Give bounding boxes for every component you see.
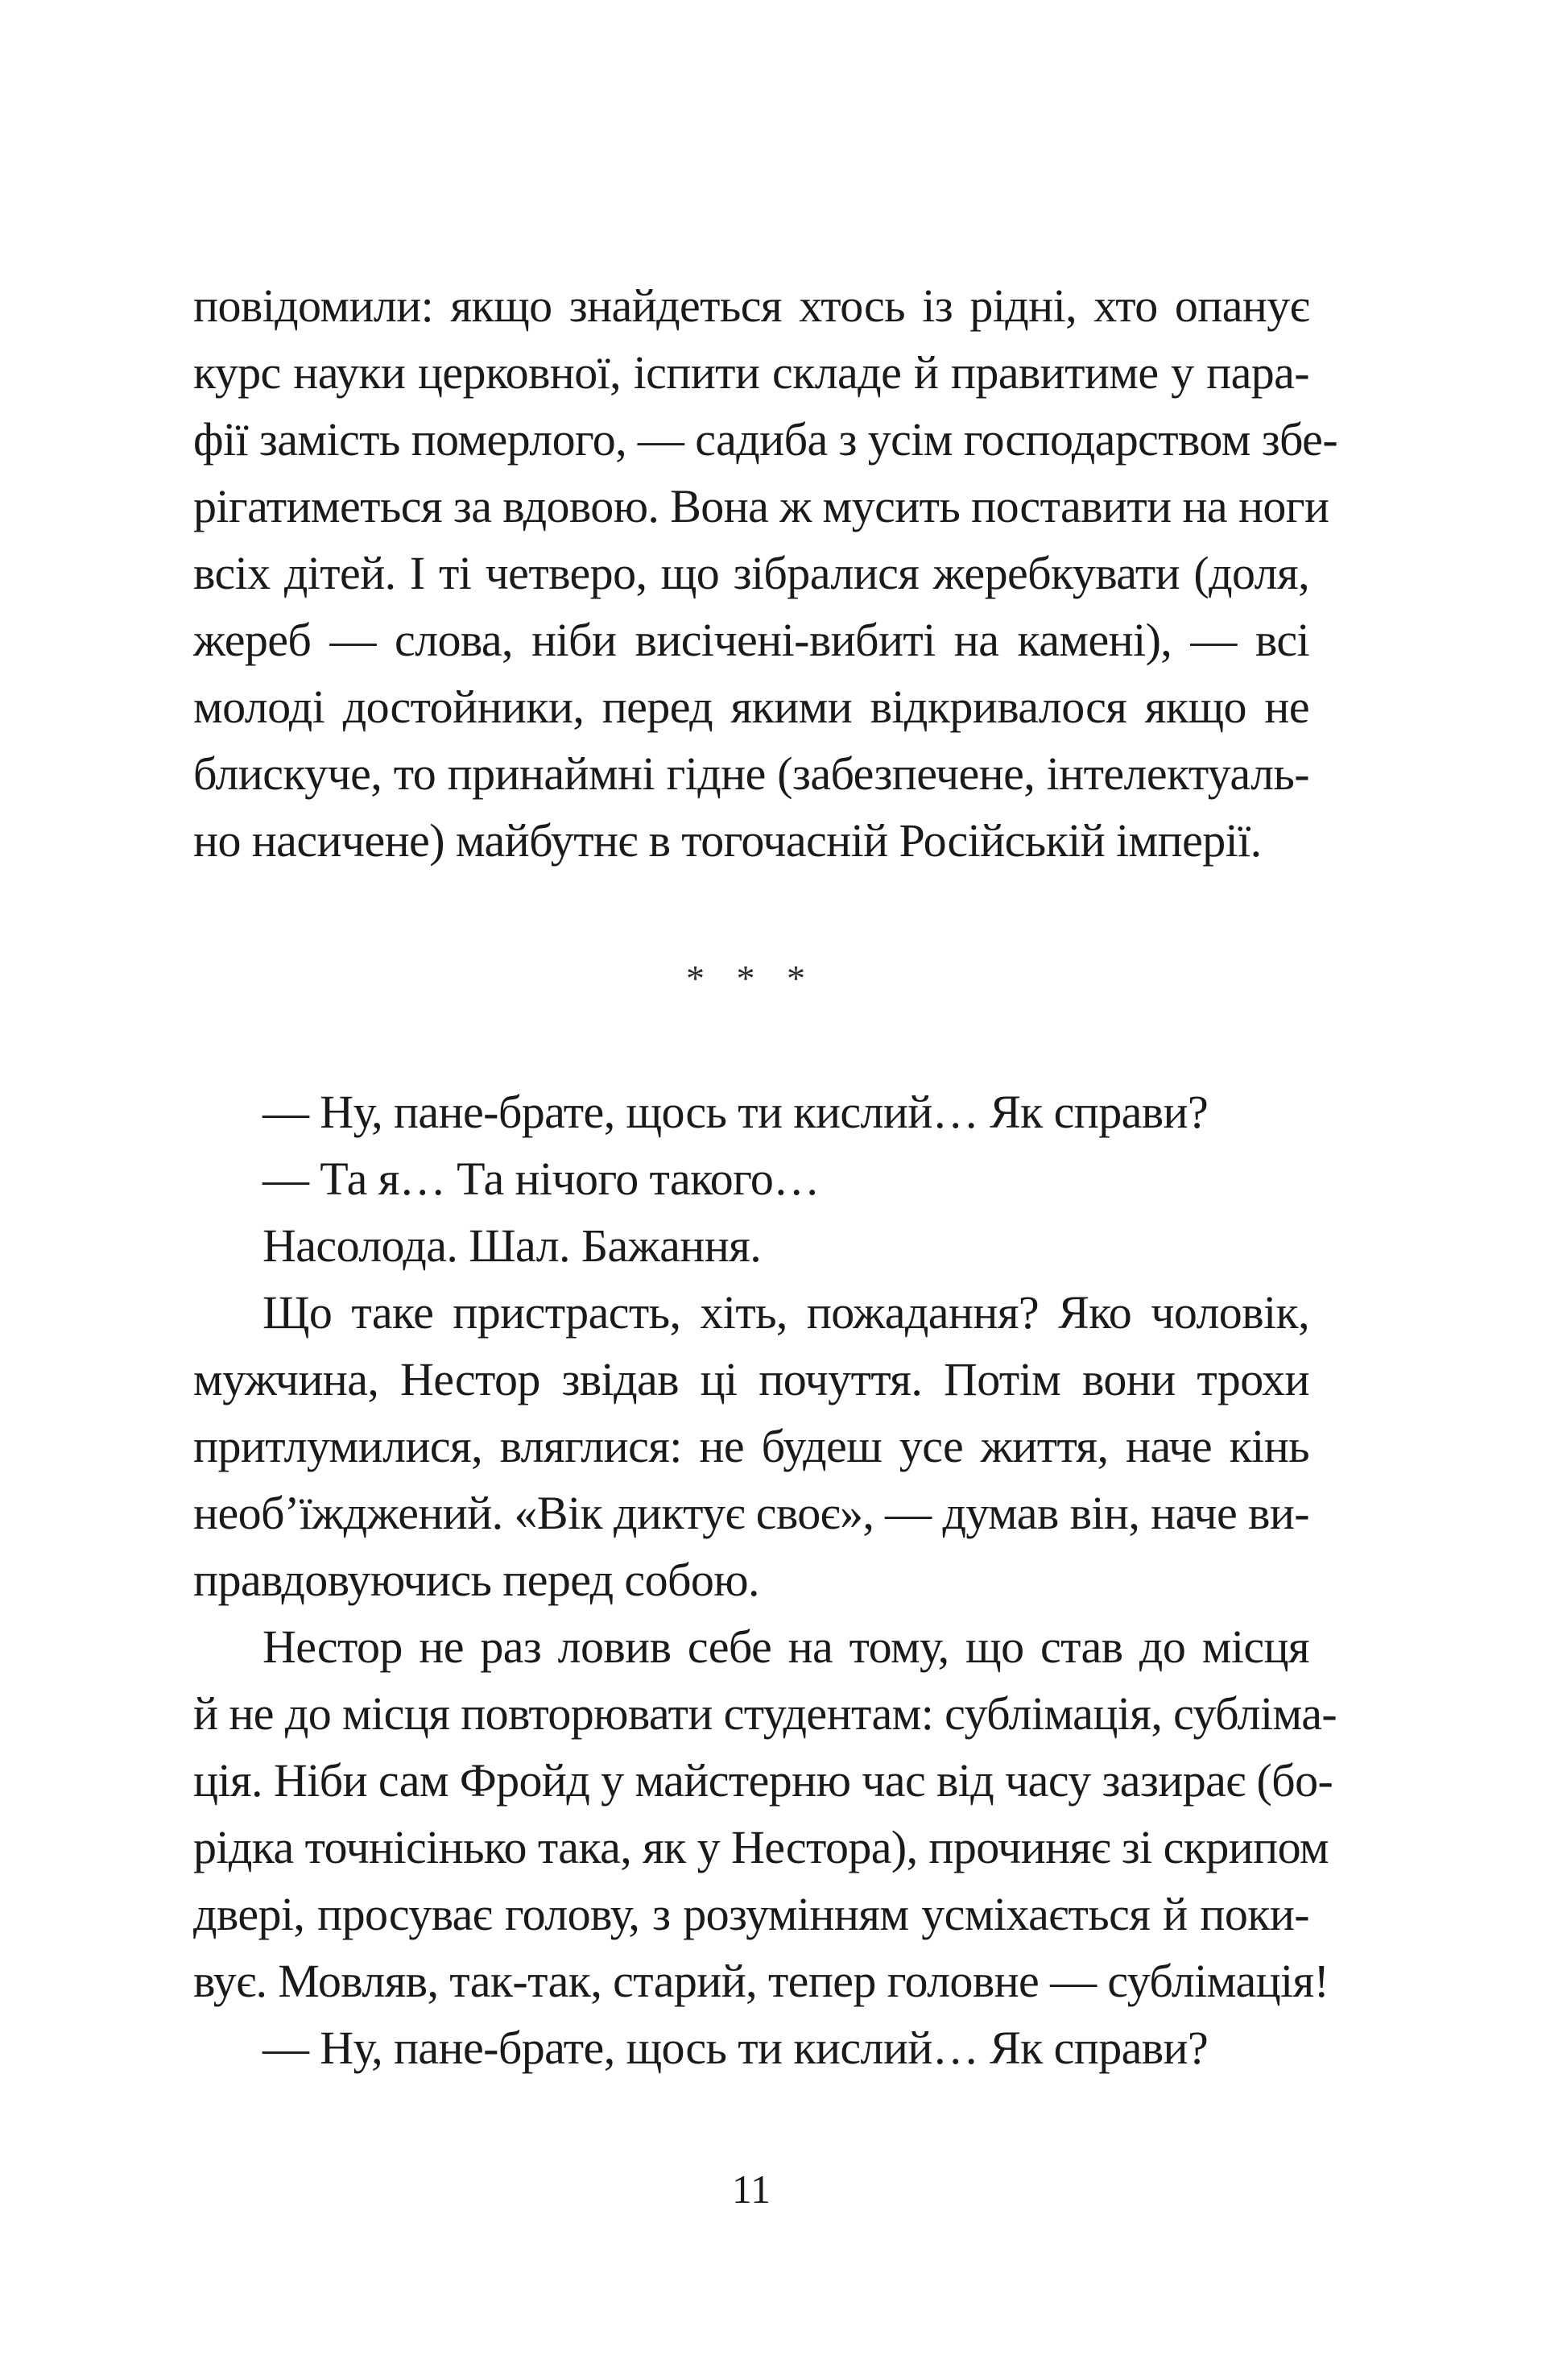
text-line: необ’їжджений. «Вік диктує своє», — думав він, наче ви-	[193, 1487, 1309, 1539]
text-line: но насичене) майбутнє в тогочасній Російській імперії.	[193, 814, 1262, 867]
text-line: фії замість померлого, — садиба з усім господарством збе-	[193, 413, 1338, 466]
text-line: жереб — слова, ніби висічені-вибиті на камені), — всі	[193, 614, 1309, 666]
text-line: й не до місця повторювати студентам: сублімація, субліма-	[193, 1687, 1337, 1740]
dialogue-line: — Та я… Та нічого такого…	[262, 1153, 820, 1205]
text-line: двері, просуває голову, з розумінням усміхається й поки-	[193, 1888, 1309, 1940]
text-line: всіх дітей. І ті четверо, що зібралися жеребкувати (доля,	[193, 547, 1309, 599]
text-line: вує. Мовляв, так-так, старий, тепер головне — сублімація!	[193, 1955, 1329, 2007]
text-line: притлумилися, вляглися: не будеш усе життя, наче кінь	[193, 1420, 1309, 1472]
text-line: правдовуючись перед собою.	[193, 1554, 759, 1606]
dialogue-line: — Ну, пане-брате, щось ти кислий… Як справи?	[262, 1086, 1209, 1138]
text-line: Що таке пристрасть, хіть, пожадання? Яко чоловік,	[262, 1286, 1309, 1339]
text-line: мужчина, Нестор звідав ці почуття. Потім вони трохи	[193, 1353, 1309, 1405]
text-line: ція. Ніби сам Фройд у майстерню час від часу зазирає (бо-	[193, 1754, 1333, 1807]
dialogue-line: — Ну, пане-брате, щось ти кислий… Як справи?	[262, 2022, 1209, 2074]
text-line: повідомили: якщо знайдеться хтось із рідні, хто опанує	[193, 279, 1309, 332]
page-number: 11	[731, 2167, 771, 2212]
text-line: Нестор не раз ловив себе на тому, що став до місця	[262, 1620, 1309, 1673]
text-line: рідка точнісінько така, як у Нестора), прочиняє зі скрипом	[193, 1821, 1329, 1873]
section-break-asterism: * * *	[686, 958, 816, 999]
text-line: блискуче, то принаймні гідне (забезпечене, інтелектуаль-	[193, 747, 1309, 800]
text-line: молоді достойники, перед якими відкривалося якщо не	[193, 681, 1309, 733]
text-line: курс науки церковної, іспити складе й правитиме у пара-	[193, 346, 1309, 399]
text-line: Насолода. Шал. Бажання.	[262, 1219, 762, 1272]
text-line: рігатиметься за вдовою. Вона ж мусить поставити на ноги	[193, 480, 1329, 532]
